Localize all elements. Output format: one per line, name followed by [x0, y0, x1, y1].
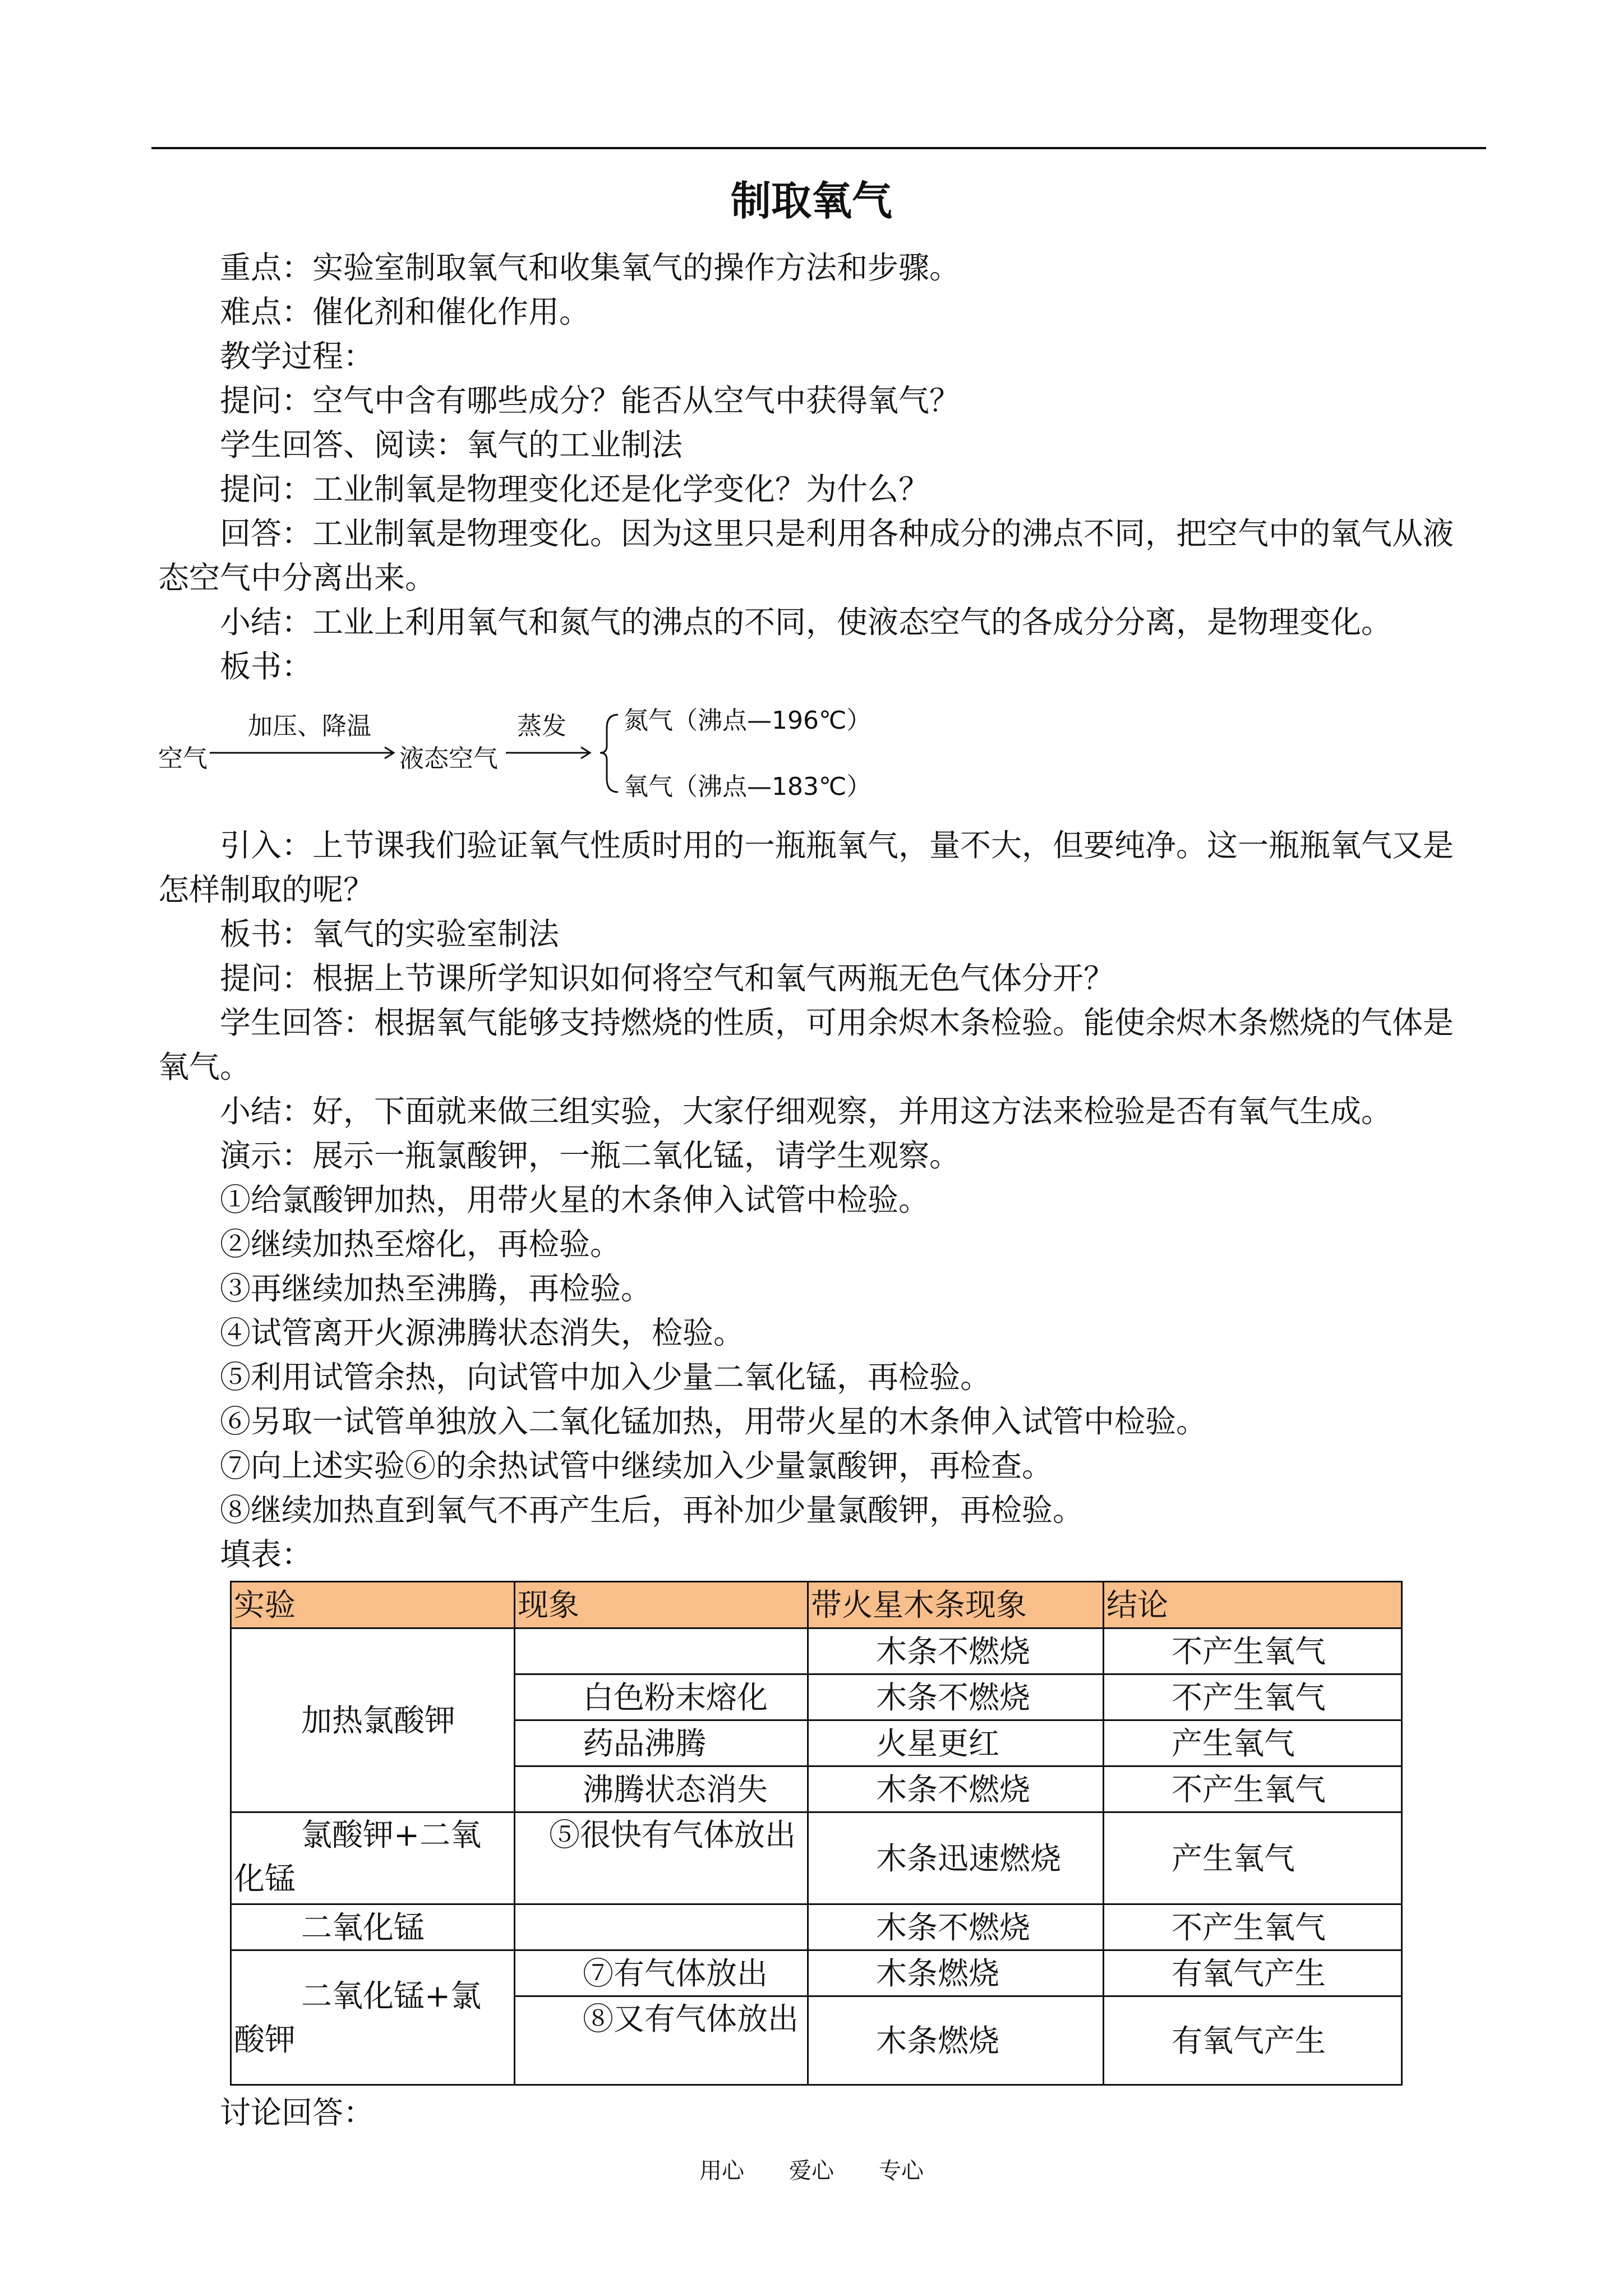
conclusion-cell: 不产生氧气	[1104, 1904, 1402, 1950]
paragraph: 难点：催化剂和催化作用。	[220, 294, 591, 330]
step-item: ④试管离开火源沸腾状态消失，检验。	[220, 1315, 745, 1351]
paragraph: 回答：工业制氧是物理变化。因为这里只是利用各种成分的沸点不同，把空气中的氧气从液态空气中分离出来。	[158, 516, 1454, 596]
splint-cell: 木条迅速燃烧	[808, 1812, 1104, 1904]
paragraph: 提问：空气中含有哪些成分？能否从空气中获得氧气？	[220, 383, 961, 418]
phenomenon-cell: ⑧又有气体放出	[515, 1996, 808, 2085]
step-item: ③再继续加热至沸腾，再检验。	[220, 1271, 652, 1306]
experiment-cell: 氯酸钾+二氧化锰	[231, 1812, 515, 1904]
step-item: ②继续加热至熔化，再检验。	[220, 1226, 621, 1262]
header-rule	[151, 147, 1486, 149]
header-experiment: 实验	[231, 1582, 515, 1628]
splint-cell: 木条不燃烧	[808, 1904, 1104, 1950]
flow-nitrogen: 氮气（沸点—196℃）	[624, 706, 872, 735]
step-item: ⑧继续加热直到氧气不再产生后，再补加少量氯酸钾，再检验。	[220, 1492, 1084, 1528]
paragraph: 板书：氧气的实验室制法	[220, 916, 560, 952]
results-table	[230, 1581, 1403, 2086]
discussion-label: 讨论回答：	[220, 2095, 375, 2131]
conclusion-cell: 产生氧气	[1104, 1812, 1402, 1904]
phenomenon-cell: 沸腾状态消失	[515, 1766, 808, 1812]
flow-step-compress: 加压、降温	[248, 712, 371, 740]
conclusion-cell: 产生氧气	[1104, 1720, 1402, 1766]
phenomenon-cell	[515, 1904, 808, 1950]
experiment-cell: 加热氯酸钾	[231, 1628, 515, 1812]
splint-cell: 木条不燃烧	[808, 1766, 1104, 1812]
page-title: 制取氧气	[730, 177, 892, 224]
header-splint: 带火星木条现象	[808, 1582, 1104, 1628]
header-phenomenon: 现象	[515, 1582, 808, 1628]
paragraph: 提问：根据上节课所学知识如何将空气和氧气两瓶无色气体分开？	[220, 960, 1115, 996]
header-conclusion: 结论	[1104, 1582, 1402, 1628]
splint-cell: 木条燃烧	[808, 1996, 1104, 2085]
page-footer: 用心 爱心 专心	[699, 2158, 924, 2184]
paragraph: 小结：好，下面就来做三组实验，大家仔细观察，并用这方法来检验是否有氧气生成。	[220, 1093, 1393, 1129]
paragraph: 提问：工业制氧是物理变化还是化学变化？为什么？	[220, 471, 930, 507]
conclusion-cell: 有氧气产生	[1104, 1950, 1402, 1996]
step-item: ⑤利用试管余热，向试管中加入少量二氧化锰，再检验。	[220, 1359, 992, 1395]
paragraph: 演示：展示一瓶氯酸钾，一瓶二氧化锰，请学生观察。	[220, 1138, 961, 1174]
flow-air: 空气	[158, 744, 208, 773]
phenomenon-cell: 药品沸腾	[515, 1720, 808, 1766]
splint-cell: 木条不燃烧	[808, 1674, 1104, 1720]
phenomenon-cell	[515, 1628, 808, 1674]
flow-liquid-air: 液态空气	[399, 744, 498, 773]
step-item: ⑥另取一试管单独放入二氧化锰加热，用带火星的木条伸入试管中检验。	[220, 1404, 1207, 1439]
paragraph: 小结：工业上利用氧气和氮气的沸点的不同，使液态空气的各成分分离，是物理变化。	[220, 604, 1393, 640]
splint-cell: 火星更红	[808, 1720, 1104, 1766]
splint-cell: 木条不燃烧	[808, 1628, 1104, 1674]
paragraph: 教学过程：	[220, 338, 375, 374]
experiment-cell: 二氧化锰	[231, 1904, 515, 1950]
paragraph: 学生回答、阅读：氧气的工业制法	[220, 427, 683, 463]
table-row	[231, 1904, 1402, 1950]
paragraph: 学生回答：根据氧气能够支持燃烧的性质，可用余烬木条检验。能使余烬木条燃烧的气体是氧气。	[158, 1005, 1454, 1085]
paragraph: 板书：	[220, 648, 313, 684]
conclusion-cell: 不产生氧气	[1104, 1766, 1402, 1812]
phenomenon-cell: ⑦有气体放出	[515, 1950, 808, 1996]
phenomenon-cell: ⑤很快有气体放出	[515, 1812, 808, 1904]
paragraph: 引入：上节课我们验证氧气性质时用的一瓶瓶氧气，量不大，但要纯净。这一瓶瓶氧气又是怎样制取的呢？	[158, 827, 1454, 908]
step-item: ①给氯酸钾加热，用带火星的木条伸入试管中检验。	[220, 1182, 930, 1218]
table-header-row	[231, 1582, 1402, 1628]
document-body	[158, 246, 1482, 1577]
conclusion-cell: 有氧气产生	[1104, 1996, 1402, 2085]
flow-step-evaporate: 蒸发	[517, 712, 566, 740]
air-separation-diagram	[158, 694, 943, 812]
splint-cell: 木条燃烧	[808, 1950, 1104, 1996]
paragraph: 填表：	[220, 1536, 313, 1572]
flow-oxygen: 氧气（沸点—183℃）	[624, 772, 872, 801]
experiment-cell: 二氧化锰+氯酸钾	[231, 1950, 515, 2085]
conclusion-cell: 不产生氧气	[1104, 1674, 1402, 1720]
phenomenon-cell: 白色粉末熔化	[515, 1674, 808, 1720]
table-row	[231, 1812, 1402, 1904]
table-row	[231, 1628, 1402, 1674]
conclusion-cell: 不产生氧气	[1104, 1628, 1402, 1674]
step-item: ⑦向上述实验⑥的余热试管中继续加入少量氯酸钾，再检查。	[220, 1448, 1053, 1484]
table-row	[231, 1950, 1402, 1996]
paragraph: 重点：实验室制取氧气和收集氧气的操作方法和步骤。	[220, 250, 961, 286]
